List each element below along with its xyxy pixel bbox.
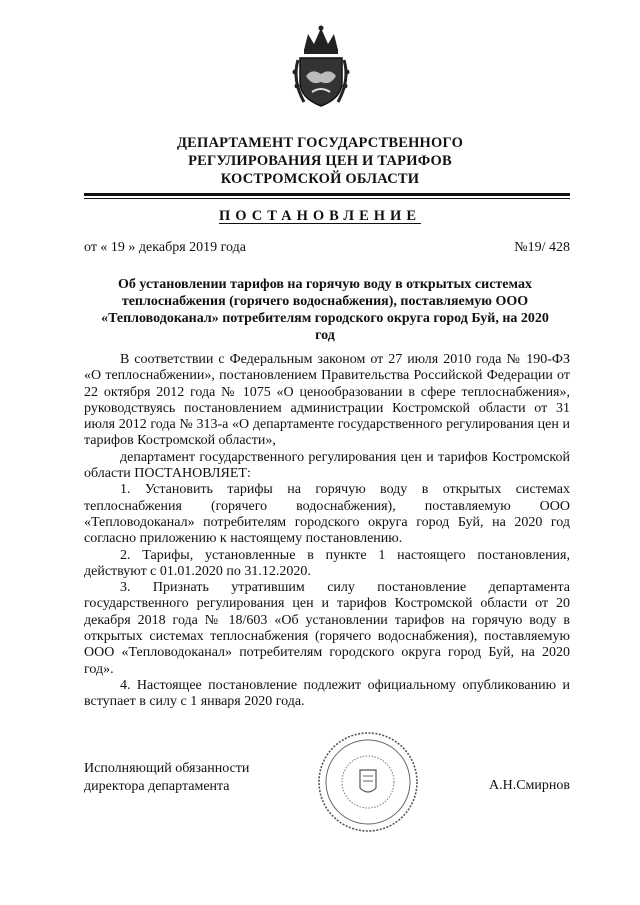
document-body: [84, 352, 570, 711]
body-paragraph-item-4: 4. Настоящее постановление подлежит официальному опубликованию и вступает в силу с 1 января 2020 года.: [84, 677, 570, 710]
body-paragraph-item-1: 1. Установить тарифы на горячую воду в открытых системах теплоснабжения (горячего водоснабжения), поставляемую ООО «Тепловодоканал» потребителям городского округа город Буй, на 2020 год согласно приложению к настоящему постановлению.: [84, 482, 570, 547]
body-paragraph-item-3: 3. Признать утратившим силу постановление департамента государственного регулирования цен и тарифов Костромской области от 20 декабря 2018 года № 18/603 «Об установлении тарифов на горячую воду в открытых системах теплоснабжения (горячего водоснабжения), поставляемую ООО «Тепловодоканал» потребителям городского округа город Буй, на 2020 год».: [84, 580, 570, 677]
department-name-line-1: ДЕПАРТАМЕНТ ГОСУДАРСТВЕННОГО: [176, 135, 464, 151]
official-seal-stamp: [316, 730, 420, 834]
document-type-label: ПОСТАНОВЛЕНИЕ: [218, 208, 421, 224]
coat-of-arms-emblem: [290, 24, 352, 110]
header-divider-thick: [84, 193, 570, 196]
document-number: №19/ 428: [514, 240, 570, 255]
signatory-position-line-1: Исполняющий обязанности: [84, 761, 250, 776]
document-type-heading: [0, 208, 640, 225]
signatory-name: А.Н.Смирнов: [488, 778, 570, 793]
body-paragraph-preamble: В соответствии с Федеральным законом от 27 июля 2010 года № 190-ФЗ «О теплоснабжении», постановлением Правительства Российской Федерации от 22 октября 2012 года № 1075 «О ценообразовании в сфере теплоснабжения», руководствуясь постановлением администрации Костромской области от 31 июля 2012 года № 313-а «О департаменте государственного регулирования цен и тарифов Костромской области»,: [84, 352, 570, 449]
signatory-position-line-2: директора департамента: [84, 779, 230, 794]
document-date: от « 19 » декабря 2019 года: [84, 240, 246, 255]
document-title: Об установлении тарифов на горячую воду в открытых системах теплоснабжения (горячего водоснабжения), поставляемую ООО «Тепловодоканал» потребителям городского округа город Буй, на 2020 год: [101, 277, 549, 343]
department-name-line-2: РЕГУЛИРОВАНИЯ ЦЕН И ТАРИФОВ: [188, 153, 452, 169]
header-divider-thin: [84, 198, 570, 199]
body-paragraph-item-2: 2. Тарифы, установленные в пункте 1 настоящего постановления, действуют с 01.01.2020 по 31.12.2020.: [84, 547, 570, 579]
department-name-line-3: КОСТРОМСКОЙ ОБЛАСТИ: [220, 171, 420, 187]
signatory-position: [84, 760, 249, 796]
body-paragraph-resolves: департамент государственного регулирования цен и тарифов Костромской области ПОСТАНОВЛЯЕТ:: [84, 449, 570, 482]
